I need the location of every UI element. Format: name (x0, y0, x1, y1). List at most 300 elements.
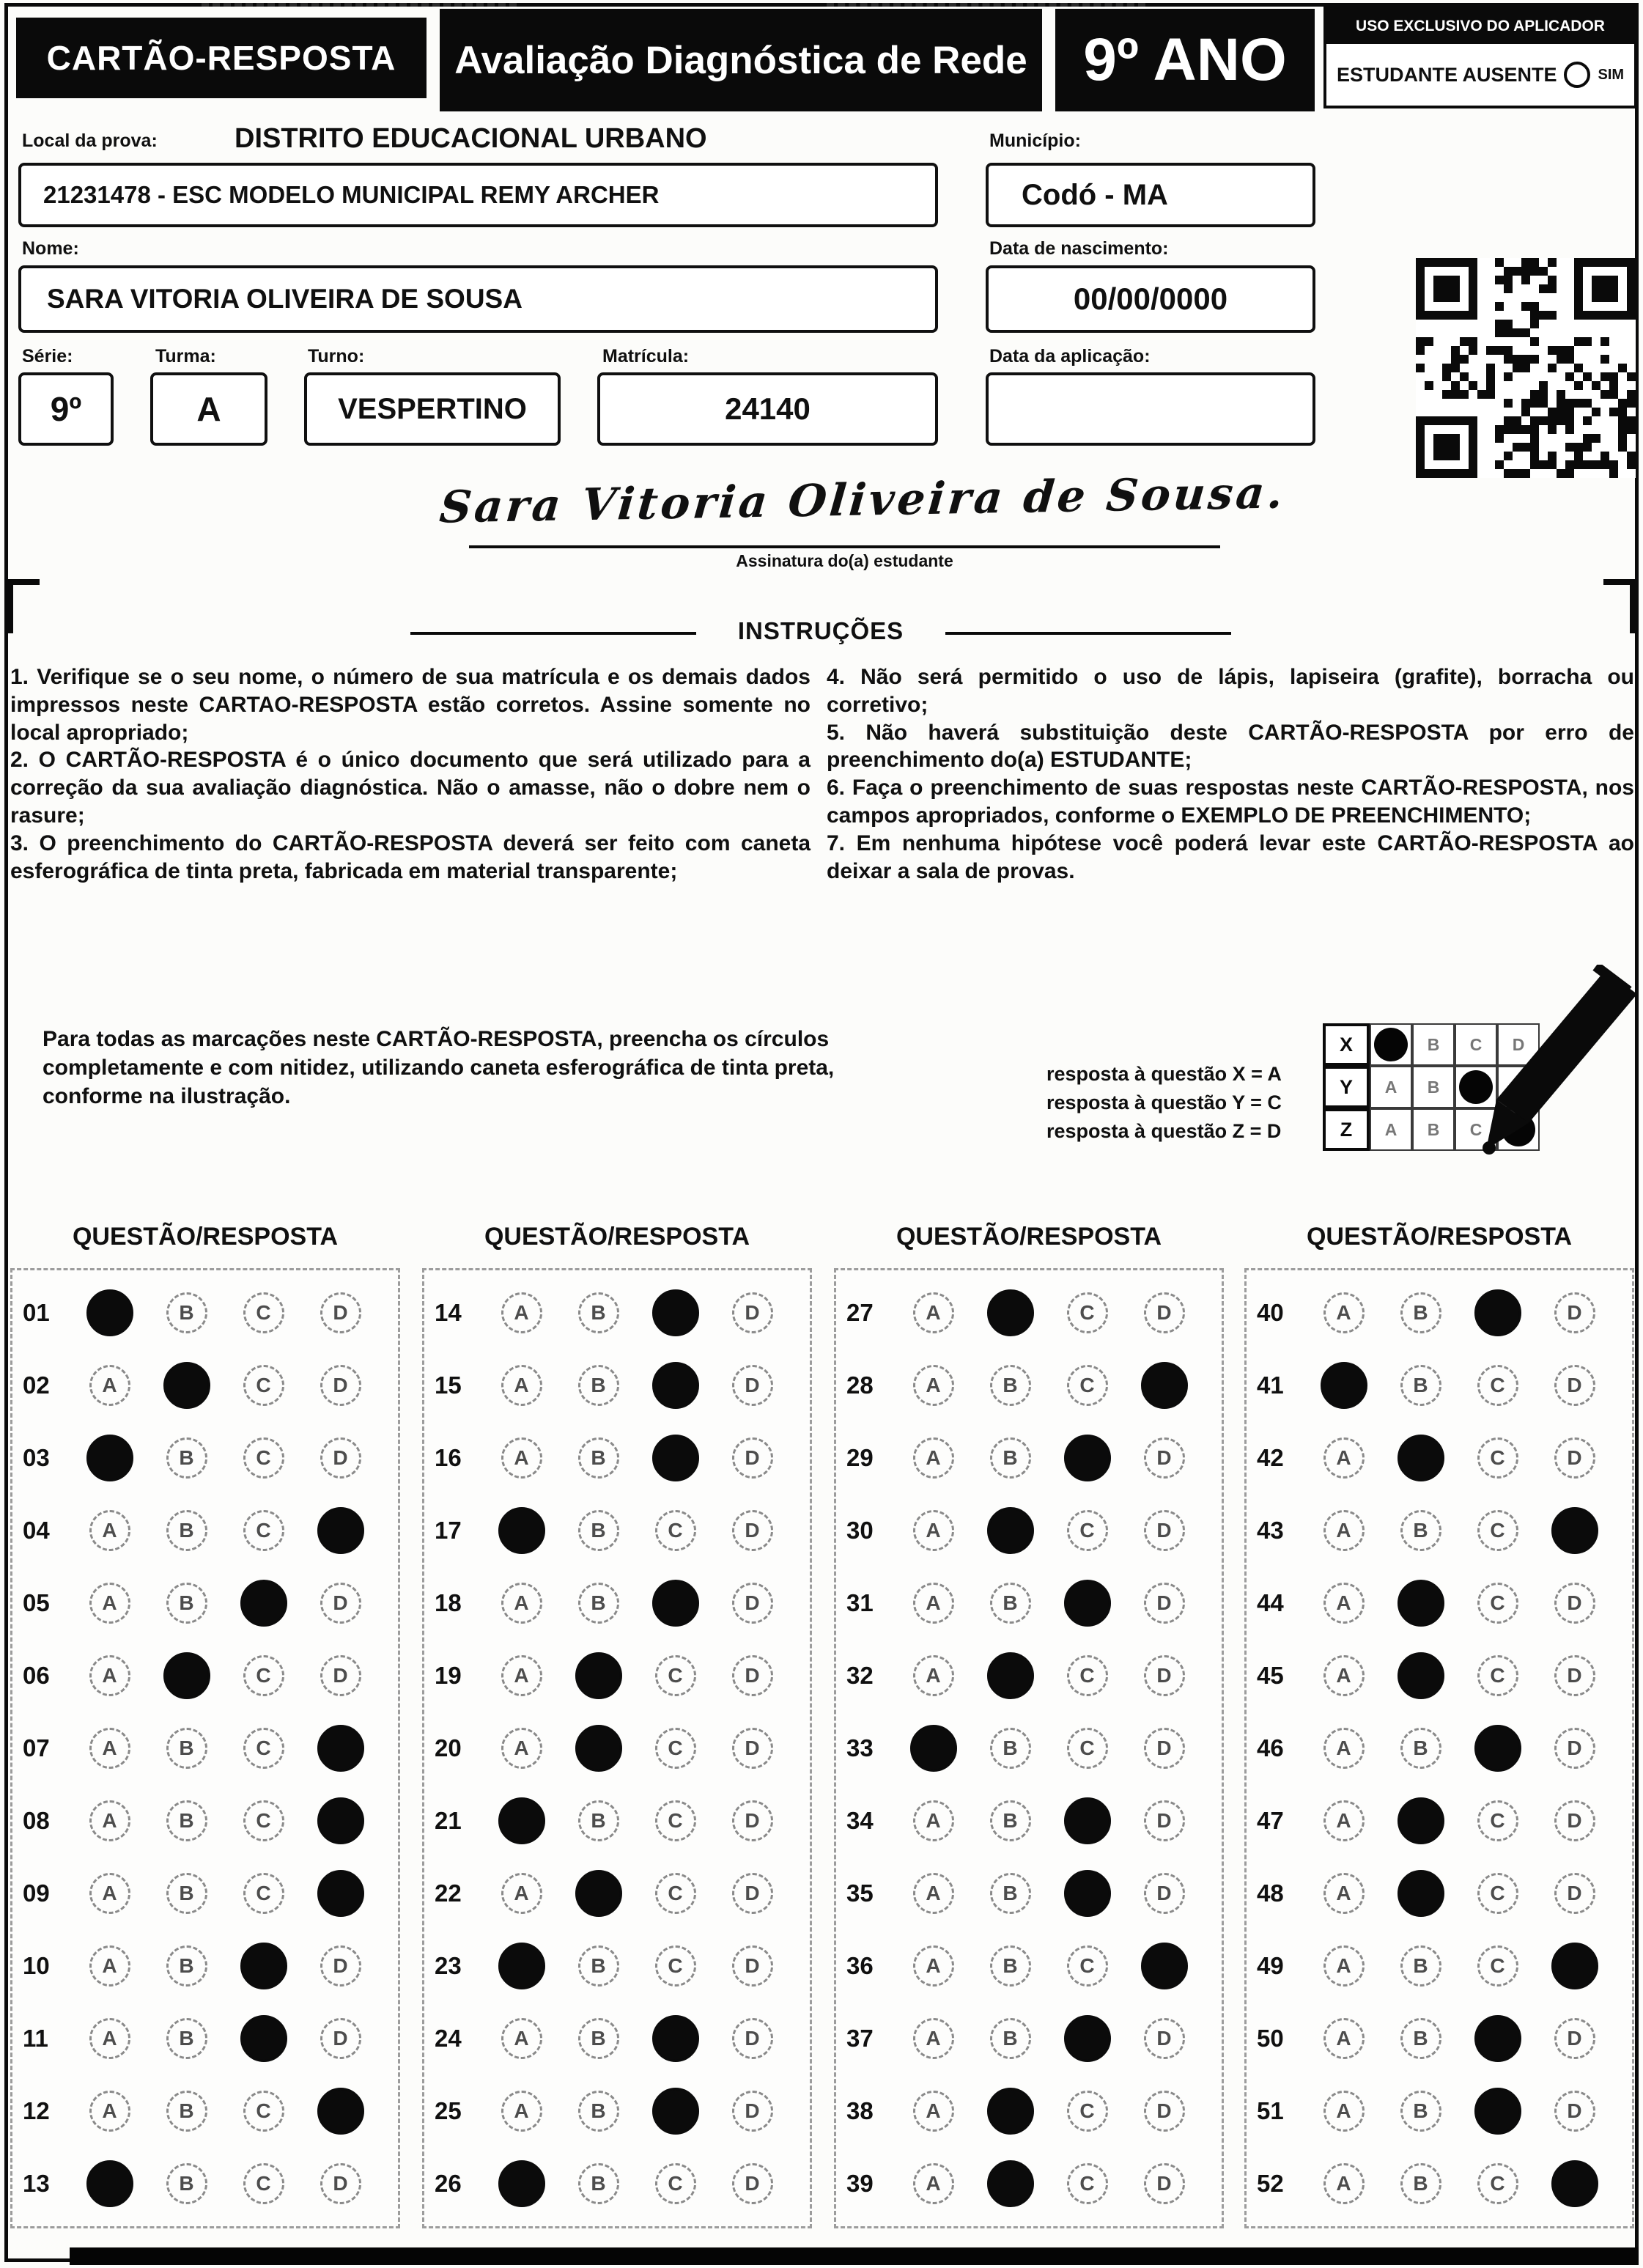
example-cell-Y-A: A (1370, 1066, 1412, 1108)
answer-bubble-11-D[interactable]: D (320, 2018, 361, 2059)
answer-bubble-27-C[interactable]: C (1067, 1292, 1108, 1333)
answer-bubble-31-A[interactable]: A (913, 1583, 954, 1624)
answer-bubble-02-B[interactable] (163, 1362, 210, 1409)
answer-bubble-09-D[interactable] (317, 1870, 364, 1917)
answer-bubble-40-C[interactable] (1474, 1289, 1521, 1336)
answer-bubble-14-D[interactable]: D (732, 1292, 773, 1333)
nascimento-label: Data de nascimento: (989, 238, 1169, 259)
question-number: 40 (1257, 1298, 1284, 1326)
question-row (1257, 1495, 1632, 1566)
answer-bubble-31-B[interactable]: B (990, 1583, 1031, 1624)
answer-bubble-48-B[interactable] (1398, 1870, 1444, 1917)
answer-bubble-43-B[interactable]: B (1400, 1510, 1441, 1551)
instruction-item-3: 3. O preenchimento do CARTÃO-RESPOSTA deverá ser feito com caneta esferográfica de tinta preta, fabricada em material transparente; (10, 831, 811, 883)
answer-bubble-03-B[interactable]: B (166, 1437, 207, 1479)
instructions-left-column (10, 663, 811, 885)
answer-bubble-14-A[interactable]: A (501, 1292, 542, 1333)
answer-bubble-51-A[interactable]: A (1323, 2091, 1365, 2132)
answer-bubble-08-D[interactable] (317, 1797, 364, 1844)
answer-bubble-28-C[interactable]: C (1067, 1365, 1108, 1406)
answer-bubble-26-B[interactable]: B (578, 2163, 619, 2204)
answer-bubble-11-B[interactable]: B (166, 2018, 207, 2059)
answer-bubble-13-D[interactable]: D (320, 2163, 361, 2204)
answer-bubble-43-D[interactable] (1551, 1507, 1598, 1554)
question-number: 02 (23, 1371, 50, 1399)
answer-bubble-36-D[interactable] (1141, 1943, 1188, 1989)
question-row (846, 1858, 1222, 1929)
answer-bubble-44-A[interactable]: A (1323, 1583, 1365, 1624)
question-number: 51 (1257, 2097, 1284, 2125)
answer-bubble-33-B[interactable]: B (990, 1728, 1031, 1769)
answer-bubble-04-B[interactable]: B (166, 1510, 207, 1551)
answer-bubble-08-B[interactable]: B (166, 1800, 207, 1841)
grade-badge: 9º ANO (1055, 9, 1315, 111)
answer-bubble-11-C[interactable] (240, 2015, 287, 2062)
answer-bubble-44-C[interactable]: C (1477, 1583, 1518, 1624)
answer-bubble-45-D[interactable]: D (1554, 1655, 1595, 1696)
answer-bubble-44-B[interactable] (1398, 1580, 1444, 1627)
answer-bubble-44-D[interactable]: D (1554, 1583, 1595, 1624)
answer-bubble-35-D[interactable]: D (1144, 1873, 1185, 1914)
question-number: 08 (23, 1806, 50, 1834)
answer-bubble-05-D[interactable]: D (320, 1583, 361, 1624)
instruction-item-1: 1. Verifique se o seu nome, o número de sua matrícula e os demais dados impressos neste CARTAO-RESPOSTA estão corretos. Assine somente no local apropriado; (10, 665, 811, 745)
example-row-label: X (1323, 1023, 1370, 1066)
answer-bubble-25-B[interactable]: B (578, 2091, 619, 2132)
question-number: 36 (846, 1952, 874, 1980)
answer-bubble-45-C[interactable]: C (1477, 1655, 1518, 1696)
divider (945, 632, 1231, 635)
question-row (435, 1641, 810, 1711)
question-row (435, 1278, 810, 1348)
answer-bubble-49-B[interactable]: B (1400, 1945, 1441, 1987)
answer-bubble-42-A[interactable]: A (1323, 1437, 1365, 1479)
answer-bubble-18-A[interactable]: A (501, 1583, 542, 1624)
question-number: 01 (23, 1298, 50, 1326)
column-header-4: QUESTÃO/RESPOSTA (1306, 1223, 1573, 1251)
municipio-field (986, 163, 1315, 227)
question-row (23, 1931, 398, 2001)
aplicacao-field[interactable] (986, 372, 1315, 446)
answer-bubble-51-B[interactable]: B (1400, 2091, 1441, 2132)
fill-instructions-note: Para todas as marcações neste CARTÃO-RESPOSTA, preencha os círculos completamente e com nitidez, utilizando caneta esferográfica de tinta preta, conforme na ilustração. (43, 1027, 835, 1108)
answer-bubble-38-D[interactable]: D (1144, 2091, 1185, 2132)
answer-bubble-10-D[interactable]: D (320, 1945, 361, 1987)
answer-bubble-07-D[interactable] (317, 1725, 364, 1772)
answer-bubble-33-D[interactable]: D (1144, 1728, 1185, 1769)
answer-bubble-34-A[interactable]: A (913, 1800, 954, 1841)
answer-bubble-17-A[interactable] (498, 1507, 545, 1554)
answer-bubble-02-D[interactable]: D (320, 1365, 361, 1406)
question-number: 48 (1257, 1879, 1284, 1907)
answer-bubble-09-C[interactable]: C (243, 1873, 284, 1914)
answer-column-1 (10, 1268, 400, 2228)
answer-bubble-24-B[interactable]: B (578, 2018, 619, 2059)
instruction-item-6: 6. Faça o preenchimento de suas respostas neste CARTÃO-RESPOSTA, nos campos apropriados, conforme o EXEMPLO DE PREENCHIMENTO; (827, 776, 1634, 828)
answer-bubble-29-A[interactable]: A (913, 1437, 954, 1479)
answer-bubble-37-A[interactable]: A (913, 2018, 954, 2059)
answer-bubble-07-A[interactable]: A (89, 1728, 130, 1769)
answer-bubble-39-C[interactable]: C (1067, 2163, 1108, 2204)
signature-line (469, 545, 1220, 548)
answer-bubble-09-B[interactable]: B (166, 1873, 207, 1914)
question-number: 43 (1257, 1516, 1284, 1544)
answer-bubble-32-A[interactable]: A (913, 1655, 954, 1696)
question-number: 33 (846, 1734, 874, 1761)
question-number: 34 (846, 1806, 874, 1834)
column-header-2: QUESTÃO/RESPOSTA (484, 1223, 750, 1251)
answer-bubble-37-B[interactable]: B (990, 2018, 1031, 2059)
answer-bubble-24-A[interactable]: A (501, 2018, 542, 2059)
question-number: 29 (846, 1443, 874, 1471)
question-number: 32 (846, 1661, 874, 1689)
answer-bubble-11-A[interactable]: A (89, 2018, 130, 2059)
answer-bubble-26-A[interactable] (498, 2160, 545, 2207)
question-number: 27 (846, 1298, 874, 1326)
answer-bubble-12-C[interactable]: C (243, 2091, 284, 2132)
answer-bubble-47-C[interactable]: C (1477, 1800, 1518, 1841)
question-number: 11 (23, 2025, 48, 2052)
answer-bubble-39-B[interactable] (987, 2160, 1034, 2207)
answer-bubble-04-C[interactable]: C (243, 1510, 284, 1551)
answer-bubble-34-B[interactable]: B (990, 1800, 1031, 1841)
local-da-prova-value: DISTRITO EDUCACIONAL URBANO (235, 123, 707, 154)
answer-bubble-40-D[interactable]: D (1554, 1292, 1595, 1333)
answer-bubble-20-C[interactable]: C (655, 1728, 696, 1769)
answer-bubble-46-C[interactable] (1474, 1725, 1521, 1772)
answer-bubble-16-A[interactable]: A (501, 1437, 542, 1479)
school-field (18, 163, 938, 227)
question-row (23, 1278, 398, 1348)
answer-bubble-01-C[interactable]: C (243, 1292, 284, 1333)
question-row (23, 1641, 398, 1711)
answer-bubble-02-C[interactable]: C (243, 1365, 284, 1406)
answer-bubble-32-C[interactable]: C (1067, 1655, 1108, 1696)
answer-bubble-49-A[interactable]: A (1323, 1945, 1365, 1987)
question-row (846, 1641, 1222, 1711)
answer-bubble-49-D[interactable] (1551, 1943, 1598, 1989)
question-number: 21 (435, 1806, 462, 1834)
answer-bubble-50-A[interactable]: A (1323, 2018, 1365, 2059)
answer-bubble-13-C[interactable]: C (243, 2163, 284, 2204)
question-row (23, 2149, 398, 2219)
answer-bubble-12-B[interactable]: B (166, 2091, 207, 2132)
answer-bubble-04-A[interactable]: A (89, 1510, 130, 1551)
timing-bar (70, 2247, 1639, 2265)
answer-bubble-26-D[interactable]: D (732, 2163, 773, 2204)
corner-bracket-right (1603, 579, 1636, 633)
answer-bubble-01-A[interactable] (86, 1289, 133, 1336)
answer-bubble-47-B[interactable] (1398, 1797, 1444, 1844)
answer-bubble-20-B[interactable] (575, 1725, 622, 1772)
answer-bubble-14-C[interactable] (652, 1289, 699, 1336)
answer-bubble-51-D[interactable]: D (1554, 2091, 1595, 2132)
answer-bubble-05-C[interactable] (240, 1580, 287, 1627)
answer-bubble-46-B[interactable]: B (1400, 1728, 1441, 1769)
answer-bubble-47-D[interactable]: D (1554, 1800, 1595, 1841)
answer-bubble-38-C[interactable]: C (1067, 2091, 1108, 2132)
answer-bubble-24-D[interactable]: D (732, 2018, 773, 2059)
answer-bubble-20-A[interactable]: A (501, 1728, 542, 1769)
answer-bubble-23-A[interactable] (498, 1943, 545, 1989)
answer-bubble-50-C[interactable] (1474, 2015, 1521, 2062)
answer-bubble-12-A[interactable]: A (89, 2091, 130, 2132)
answer-bubble-03-D[interactable]: D (320, 1437, 361, 1479)
question-row (1257, 1278, 1632, 1348)
question-row (435, 1858, 810, 1929)
answer-bubble-49-C[interactable]: C (1477, 1945, 1518, 1987)
answer-bubble-35-B[interactable]: B (990, 1873, 1031, 1914)
answer-bubble-15-C[interactable] (652, 1362, 699, 1409)
answer-bubble-34-C[interactable] (1064, 1797, 1111, 1844)
nascimento-value: 00/00/0000 (1073, 281, 1228, 316)
answer-bubble-50-B[interactable]: B (1400, 2018, 1441, 2059)
answer-bubble-06-D[interactable]: D (320, 1655, 361, 1696)
question-row (435, 2003, 810, 2074)
answer-bubble-15-A[interactable]: A (501, 1365, 542, 1406)
question-number: 42 (1257, 1443, 1284, 1471)
example-caption-z: resposta à questão Z = D (1046, 1120, 1282, 1143)
answer-bubble-28-B[interactable]: B (990, 1365, 1031, 1406)
answer-bubble-25-D[interactable]: D (732, 2091, 773, 2132)
turma-label: Turma: (155, 346, 216, 367)
serie-value: 9º (50, 390, 82, 428)
answer-bubble-08-A[interactable]: A (89, 1800, 130, 1841)
question-row (846, 2149, 1222, 2219)
example-caption-x: resposta à questão X = A (1046, 1063, 1282, 1085)
answer-bubble-22-D[interactable]: D (732, 1873, 773, 1914)
answer-bubble-19-D[interactable]: D (732, 1655, 773, 1696)
question-row (846, 1568, 1222, 1638)
answer-bubble-42-D[interactable]: D (1554, 1437, 1595, 1479)
question-number: 28 (846, 1371, 874, 1399)
answer-bubble-05-B[interactable]: B (166, 1583, 207, 1624)
answer-bubble-41-A[interactable] (1321, 1362, 1367, 1409)
answer-bubble-41-D[interactable]: D (1554, 1365, 1595, 1406)
student-signature: Sara Vitoria Oliveira de Sousa. (437, 467, 1288, 534)
answer-bubble-21-A[interactable] (498, 1797, 545, 1844)
answer-bubble-06-B[interactable] (163, 1652, 210, 1699)
answer-bubble-06-C[interactable]: C (243, 1655, 284, 1696)
question-number: 39 (846, 2170, 874, 2198)
answer-bubble-23-C[interactable]: C (655, 1945, 696, 1987)
answer-bubble-22-B[interactable] (575, 1870, 622, 1917)
answer-bubble-24-C[interactable] (652, 2015, 699, 2062)
answer-bubble-46-A[interactable]: A (1323, 1728, 1365, 1769)
answer-bubble-38-B[interactable] (987, 2088, 1034, 2135)
answer-bubble-35-C[interactable] (1064, 1870, 1111, 1917)
answer-bubble-46-D[interactable]: D (1554, 1728, 1595, 1769)
question-row (23, 1423, 398, 1493)
answer-bubble-47-A[interactable]: A (1323, 1800, 1365, 1841)
answer-bubble-30-A[interactable]: A (913, 1510, 954, 1551)
question-row (435, 1495, 810, 1566)
answer-bubble-45-A[interactable]: A (1323, 1655, 1365, 1696)
applicator-use-box (1323, 6, 1637, 108)
answer-bubble-26-C[interactable]: C (655, 2163, 696, 2204)
answer-bubble-07-B[interactable]: B (166, 1728, 207, 1769)
answer-bubble-45-B[interactable] (1398, 1652, 1444, 1699)
answer-bubble-18-B[interactable]: B (578, 1583, 619, 1624)
answer-bubble-10-B[interactable]: B (166, 1945, 207, 1987)
answer-bubble-23-B[interactable]: B (578, 1945, 619, 1987)
answer-bubble-22-C[interactable]: C (655, 1873, 696, 1914)
column-header-1: QUESTÃO/RESPOSTA (72, 1223, 339, 1251)
answer-bubble-15-B[interactable]: B (578, 1365, 619, 1406)
answer-bubble-52-C[interactable]: C (1477, 2163, 1518, 2204)
answer-bubble-27-D[interactable]: D (1144, 1292, 1185, 1333)
answer-bubble-29-B[interactable]: B (990, 1437, 1031, 1479)
answer-bubble-16-B[interactable]: B (578, 1437, 619, 1479)
question-row (1257, 1350, 1632, 1421)
answer-bubble-18-C[interactable] (652, 1580, 699, 1627)
question-number: 44 (1257, 1588, 1284, 1616)
answer-bubble-29-D[interactable]: D (1144, 1437, 1185, 1479)
example-cell-Z-C: C (1455, 1108, 1497, 1151)
answer-bubble-30-B[interactable] (987, 1507, 1034, 1554)
answer-bubble-13-A[interactable] (86, 2160, 133, 2207)
answer-bubble-13-B[interactable]: B (166, 2163, 207, 2204)
answer-bubble-17-D[interactable]: D (732, 1510, 773, 1551)
answer-bubble-48-C[interactable]: C (1477, 1873, 1518, 1914)
answer-bubble-17-C[interactable]: C (655, 1510, 696, 1551)
answer-bubble-21-B[interactable]: B (578, 1800, 619, 1841)
answer-bubble-43-C[interactable]: C (1477, 1510, 1518, 1551)
answer-bubble-28-D[interactable] (1141, 1362, 1188, 1409)
answer-bubble-40-B[interactable]: B (1400, 1292, 1441, 1333)
answer-bubble-48-A[interactable]: A (1323, 1873, 1365, 1914)
question-number: 03 (23, 1443, 50, 1471)
answer-bubble-32-B[interactable] (987, 1652, 1034, 1699)
answer-bubble-19-A[interactable]: A (501, 1655, 542, 1696)
answer-bubble-34-D[interactable]: D (1144, 1800, 1185, 1841)
example-cell-X-D: D (1497, 1023, 1540, 1066)
answer-bubble-09-A[interactable]: A (89, 1873, 130, 1914)
answer-bubble-19-C[interactable]: C (655, 1655, 696, 1696)
answer-bubble-25-C[interactable] (652, 2088, 699, 2135)
answer-bubble-50-D[interactable]: D (1554, 2018, 1595, 2059)
answer-bubble-18-D[interactable]: D (732, 1583, 773, 1624)
student-absent-bubble[interactable] (1564, 62, 1590, 88)
answer-bubble-16-D[interactable]: D (732, 1437, 773, 1479)
answer-bubble-41-C[interactable]: C (1477, 1365, 1518, 1406)
answer-bubble-48-D[interactable]: D (1554, 1873, 1595, 1914)
instructions-right-column (827, 663, 1634, 885)
answer-bubble-52-B[interactable]: B (1400, 2163, 1441, 2204)
answer-bubble-38-A[interactable]: A (913, 2091, 954, 2132)
question-number: 37 (846, 2025, 874, 2052)
answer-bubble-21-C[interactable]: C (655, 1800, 696, 1841)
answer-bubble-23-D[interactable]: D (732, 1945, 773, 1987)
answer-bubble-36-B[interactable]: B (990, 1945, 1031, 1987)
answer-bubble-40-A[interactable]: A (1323, 1292, 1365, 1333)
answer-bubble-33-C[interactable]: C (1067, 1728, 1108, 1769)
answer-bubble-37-C[interactable] (1064, 2015, 1111, 2062)
answer-bubble-25-A[interactable]: A (501, 2091, 542, 2132)
answer-bubble-52-D[interactable] (1551, 2160, 1598, 2207)
answer-bubble-33-A[interactable] (910, 1725, 957, 1772)
answer-bubble-14-B[interactable]: B (578, 1292, 619, 1333)
question-row (23, 1858, 398, 1929)
answer-bubble-19-B[interactable] (575, 1652, 622, 1699)
answer-bubble-16-C[interactable] (652, 1435, 699, 1481)
answer-bubble-31-D[interactable]: D (1144, 1583, 1185, 1624)
answer-bubble-05-A[interactable]: A (89, 1583, 130, 1624)
answer-bubble-31-C[interactable] (1064, 1580, 1111, 1627)
answer-bubble-22-A[interactable]: A (501, 1873, 542, 1914)
matricula-field (597, 372, 938, 446)
answer-bubble-01-D[interactable]: D (320, 1292, 361, 1333)
question-row (435, 1713, 810, 1783)
perforation-mark-right (827, 3, 1145, 7)
turma-value: A (196, 390, 221, 428)
answer-bubble-39-A[interactable]: A (913, 2163, 954, 2204)
answer-bubble-03-C[interactable]: C (243, 1437, 284, 1479)
question-row (23, 1350, 398, 1421)
answer-bubble-30-C[interactable]: C (1067, 1510, 1108, 1551)
answer-bubble-03-A[interactable] (86, 1435, 133, 1481)
example-cell-X-A (1370, 1023, 1412, 1066)
answer-bubble-35-A[interactable]: A (913, 1873, 954, 1914)
answer-bubble-36-A[interactable]: A (913, 1945, 954, 1987)
question-row (1257, 2149, 1632, 2219)
instruction-item-7: 7. Em nenhuma hipótese você poderá levar este CARTÃO-RESPOSTA ao deixar a sala de provas. (827, 831, 1634, 883)
answer-bubble-21-D[interactable]: D (732, 1800, 773, 1841)
answer-bubble-41-B[interactable]: B (1400, 1365, 1441, 1406)
answer-bubble-43-A[interactable]: A (1323, 1510, 1365, 1551)
answer-bubble-10-C[interactable] (240, 1943, 287, 1989)
question-number: 06 (23, 1661, 50, 1689)
answer-bubble-02-A[interactable]: A (89, 1365, 130, 1406)
answer-bubble-27-A[interactable]: A (913, 1292, 954, 1333)
answer-bubble-37-D[interactable]: D (1144, 2018, 1185, 2059)
answer-bubble-42-C[interactable]: C (1477, 1437, 1518, 1479)
nome-field (18, 265, 938, 333)
nascimento-field (986, 265, 1315, 333)
answer-bubble-30-D[interactable]: D (1144, 1510, 1185, 1551)
answer-bubble-36-C[interactable]: C (1067, 1945, 1108, 1987)
answer-bubble-06-A[interactable]: A (89, 1655, 130, 1696)
answer-bubble-52-A[interactable]: A (1323, 2163, 1365, 2204)
answer-bubble-42-B[interactable] (1398, 1435, 1444, 1481)
answer-bubble-04-D[interactable] (317, 1507, 364, 1554)
question-row (846, 1495, 1222, 1566)
answer-bubble-32-D[interactable]: D (1144, 1655, 1185, 1696)
answer-bubble-15-D[interactable]: D (732, 1365, 773, 1406)
question-number: 49 (1257, 1952, 1284, 1980)
nome-label: Nome: (22, 238, 79, 259)
answer-bubble-27-B[interactable] (987, 1289, 1034, 1336)
answer-bubble-20-D[interactable]: D (732, 1728, 773, 1769)
answer-bubble-17-B[interactable]: B (578, 1510, 619, 1551)
qr-code (1416, 258, 1636, 478)
answer-bubble-10-A[interactable]: A (89, 1945, 130, 1987)
answer-bubble-12-D[interactable] (317, 2088, 364, 2135)
answer-bubble-01-B[interactable]: B (166, 1292, 207, 1333)
aplicacao-label: Data da aplicação: (989, 346, 1151, 367)
answer-bubble-28-A[interactable]: A (913, 1365, 954, 1406)
applicator-use-label: USO EXCLUSIVO DO APLICADOR (1326, 9, 1634, 44)
answer-bubble-29-C[interactable] (1064, 1435, 1111, 1481)
answer-bubble-39-D[interactable]: D (1144, 2163, 1185, 2204)
answer-bubble-08-C[interactable]: C (243, 1800, 284, 1841)
student-absent-option-label: SIM (1598, 66, 1625, 83)
answer-bubble-07-C[interactable]: C (243, 1728, 284, 1769)
answer-bubble-51-C[interactable] (1474, 2088, 1521, 2135)
signature-caption: Assinatura do(a) estudante (736, 551, 953, 570)
example-cell-X-C: C (1455, 1023, 1497, 1066)
question-row (846, 1931, 1222, 2001)
